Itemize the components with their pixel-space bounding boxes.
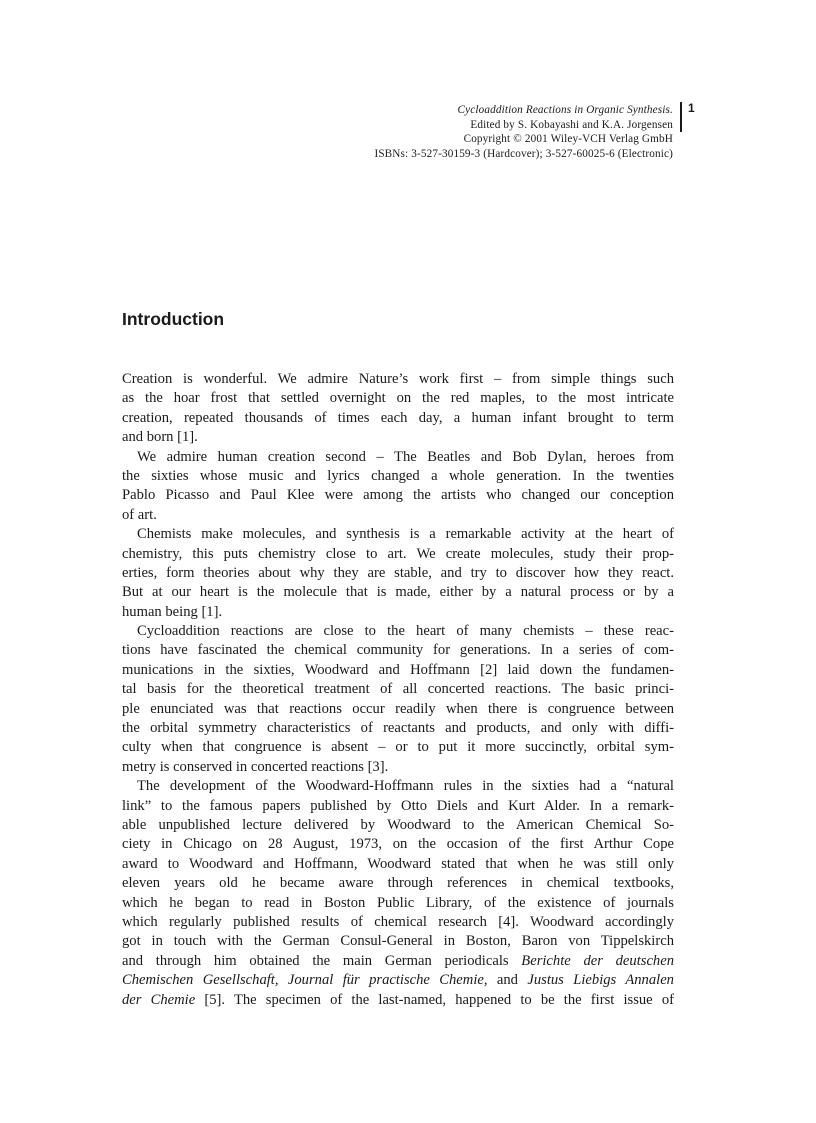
text-line: and born [1]. [122, 429, 198, 446]
text-line: erties, form theories about why they are stable, and try to discover how they react. [122, 564, 674, 581]
isbn-line: ISBNs: 3-527-30159-3 (Hardcover); 3-527-60025-6 (Electronic) [374, 147, 673, 160]
text-run: [5]. The specimen of the last-named, happened to be the first issue of [204, 991, 674, 1008]
text-line: got in touch with the German Consul-General in Boston, Baron von Tippelskirch [122, 933, 674, 950]
copyright-line: Copyright © 2001 Wiley-VCH Verlag GmbH [463, 133, 673, 146]
text-line [122, 952, 674, 971]
text-line: Cycloaddition reactions are close to the heart of many chemists – these reac- [137, 623, 674, 640]
text-line [122, 991, 674, 1010]
text-line: link” to the famous papers published by Otto Diels and Kurt Alder. In a remark- [122, 797, 674, 814]
text-line: able unpublished lecture delivered by Woodward to the American Chemical So- [122, 816, 674, 833]
text-line: culty when that congruence is absent – or to put it more succinctly, orbital sym- [122, 739, 674, 756]
text-line: which he began to read in Boston Public Library, of the existence of journals [122, 894, 674, 911]
page-number: 1 [688, 101, 695, 115]
text-line [122, 971, 674, 990]
journal-title: Berichte der deutschen [521, 952, 674, 969]
text-line: metry is conserved in concerted reactions [3]. [122, 758, 389, 775]
text-line: We admire human creation second – The Beatles and Bob Dylan, heroes from [137, 448, 674, 465]
text-line: ciety in Chicago on 28 August, 1973, on the occasion of the first Arthur Cope [122, 836, 674, 853]
text-line: Chemists make molecules, and synthesis is a remarkable activity at the heart of [137, 526, 674, 543]
text-line: human being [1]. [122, 603, 223, 620]
journal-title: Justus Liebigs Annalen [527, 972, 674, 989]
running-header [374, 103, 673, 161]
journal-title: Chemischen Gesellschaft, [122, 972, 279, 989]
text-line: which regularly published results of chemical research [4]. Woodward accordingly [122, 913, 674, 930]
page-number-rule [680, 102, 682, 132]
text-line: as the hoar frost that settled overnight on the red maples, to the most intricate [122, 390, 674, 407]
text-line: of art. [122, 506, 157, 523]
text-line: the orbital symmetry characteristics of reactants and products, and only with diffi- [122, 720, 674, 737]
text-line: creation, repeated thousands of times each day, a human infant brought to term [122, 409, 674, 426]
text-line: tions have fascinated the chemical community for generations. In a series of com- [122, 642, 674, 659]
chapter-title: Introduction [122, 309, 225, 329]
text-line: munications in the sixties, Woodward and Hoffmann [2] laid down the fundamen- [122, 661, 674, 678]
text-run: and through him obtained the main German periodicals [122, 952, 509, 969]
text-line: Pablo Picasso and Paul Klee were among the artists who changed our conception [122, 487, 674, 504]
text-line: award to Woodward and Hoffmann, Woodward stated that when he was still only [122, 855, 674, 872]
text-run: and [496, 972, 518, 989]
book-title: Cycloaddition Reactions in Organic Synthesis. [457, 104, 673, 116]
editors-line: Edited by S. Kobayashi and K.A. Jorgensen [470, 118, 673, 131]
text-line: the sixties whose music and lyrics changed a whole generation. In the twenties [122, 467, 674, 484]
text-line: The development of the Woodward-Hoffmann rules in the sixties had a “natural [137, 778, 674, 795]
text-line: chemistry, this puts chemistry close to art. We create molecules, study their prop- [122, 545, 674, 562]
text-line: eleven years old he became aware through references in chemical textbooks, [122, 875, 674, 892]
text-line: tal basis for the theoretical treatment of all concerted reactions. The basic princi- [122, 681, 674, 698]
journal-title: Journal für practische Chemie, [287, 972, 488, 989]
text-line: ple enunciated was that reactions occur readily when there is congruence between [122, 700, 674, 717]
journal-title: der Chemie [122, 991, 196, 1008]
text-line: Creation is wonderful. We admire Nature’s work first – from simple things such [122, 371, 674, 387]
body-text [122, 370, 674, 1010]
text-line: But at our heart is the molecule that is made, either by a natural process or by a [122, 584, 674, 601]
